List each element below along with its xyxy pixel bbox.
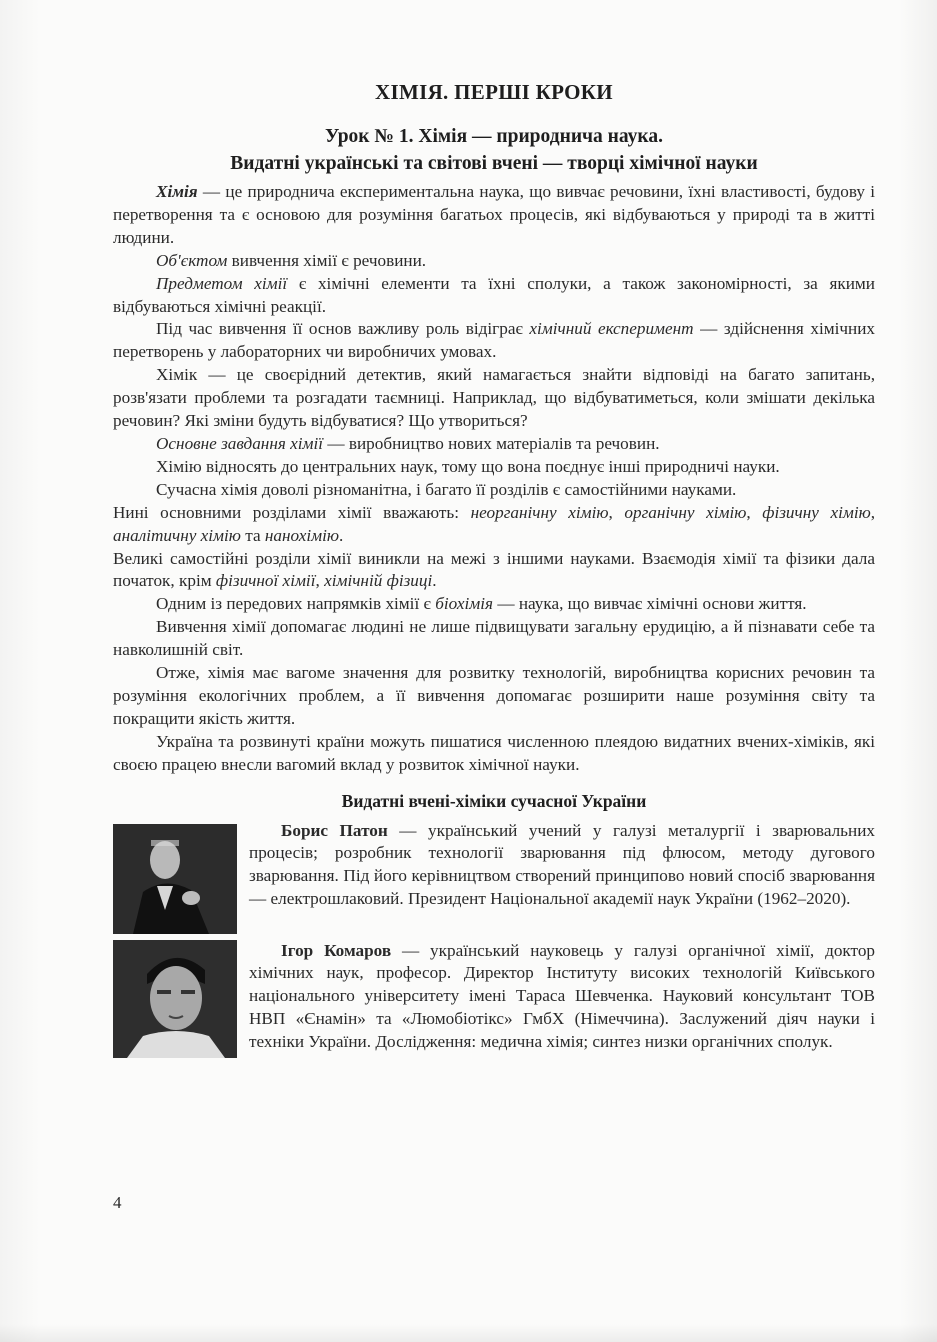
lesson-body xyxy=(113,181,875,777)
bio-text xyxy=(249,940,875,1055)
term-nanochemistry: нанохімію xyxy=(264,525,340,545)
paragraph-interdisciplinary xyxy=(113,548,875,594)
term-chemical-physics: хімічній фізиці xyxy=(324,571,433,591)
portrait-image xyxy=(113,940,237,1058)
paragraph-text: вивчення хімії є речовини. xyxy=(227,250,427,270)
paragraph-definition xyxy=(113,181,875,250)
paragraph-text: Великі самостійні розділи хімії виникли на межі з іншими науками. Взаємодія хімії та фізики дала початок, крім xyxy=(113,548,875,591)
lesson-title-line1: Урок № 1. Хімія — природнича наука. xyxy=(324,126,663,147)
bio-paragraph xyxy=(249,940,875,1055)
bio-description: — український науковець у галузі органічної хімії, доктор хімічних наук, професор. Директор Інституту високих технологій Київського національного університету імені Тараса Шевченка. Науковий консультант ТОВ НВП «Єнамін» та «Люмобіотікс» ГмбХ (Німеччина). Заслужений діяч науки і техніки України. Дослідження: медична хімія; синтез низки органічних сполук. xyxy=(249,940,876,1052)
separator: , xyxy=(746,502,763,522)
lesson-heading xyxy=(113,123,875,177)
term-physical-chemistry: фізичної хімії xyxy=(215,571,316,591)
bio-text xyxy=(249,820,875,912)
portrait-paton xyxy=(113,824,237,934)
term-subject: Предметом хімії xyxy=(156,273,288,293)
paragraph-object xyxy=(113,250,875,273)
bio-paton xyxy=(113,820,875,934)
paragraph-biochemistry xyxy=(113,593,875,616)
portrait-komarov xyxy=(113,940,237,1058)
paragraph-detective: Хімік — це своєрідний детектив, який намагається знайти відповіді на багато запитань, розв'язати проблеми та розгадати таємниці. Наприклад, що відбуватиметься, коли змішати декілька речовин? Які зміни будуть відбуватися? Що утвориться? xyxy=(113,365,875,431)
paragraph-experiment xyxy=(113,318,875,364)
term-analytical: аналітичну хімію xyxy=(113,525,241,545)
paragraph-text: Одним із передових напрямків хімії є xyxy=(156,594,436,614)
lesson-title-line2: Видатні українські та світові вчені — творці хімічної науки xyxy=(230,153,758,174)
separator: , xyxy=(608,502,625,522)
separator: , xyxy=(870,502,876,522)
separator: та xyxy=(240,525,265,545)
paragraph-text: — наука, що вивчає хімічні основи життя. xyxy=(493,594,807,614)
term-main-task: Основне завдання хімії xyxy=(156,433,324,453)
paragraph-text: Під час вивчення її основ важливу роль відіграє xyxy=(156,319,530,339)
paragraph-branches-intro: Сучасна хімія доволі різноманітна, і багато її розділів є самостійними науками. xyxy=(156,479,737,499)
paragraph-text: — виробництво нових матеріалів та речовин. xyxy=(323,433,660,453)
term-organic: органічну хімію xyxy=(624,502,747,522)
page-title: ХІМІЯ. ПЕРШІ КРОКИ xyxy=(375,80,613,104)
term-biochemistry: біохімія xyxy=(435,594,494,614)
paragraph-erudition: Вивчення хімії допомагає людині не лише підвищувати загальну ерудицію, а й пізнавати себе та навколишній світ. xyxy=(113,617,875,660)
paragraph-text: — здійснення хімічних перетворень у лабораторних чи виробничих умовах. xyxy=(113,319,876,362)
paragraph-text: — це природнича експериментальна наука, що вивчає речовини, їхні властивості, будову і перетворення та є основою для розуміння багатьох процесів, які відбуваються у природі та в житті людини. xyxy=(113,182,875,247)
separator: . xyxy=(339,525,344,545)
page-number: 4 xyxy=(113,1193,122,1212)
section-title: Видатні вчені-хіміки сучасної України xyxy=(341,790,647,811)
scientist-name: Ігор Комаров xyxy=(281,940,392,960)
term-object: Об'єктом xyxy=(156,250,228,270)
term-inorganic: неорганічну хімію xyxy=(470,502,609,522)
paragraph-text: Нині основними розділами хімії вважають: xyxy=(113,502,471,522)
term-experiment: хімічний експеримент xyxy=(529,319,694,339)
bio-komarov xyxy=(113,940,875,1058)
paragraph-subject xyxy=(113,273,875,319)
paragraph-text: є хімічні елементи та їхні сполуки, а також закономірності, за якими відбуваються хімічні реакції. xyxy=(113,273,875,316)
paragraph-main-task xyxy=(113,433,875,456)
paragraph-scientists: Україна та розвинуті країни можуть пишатися численною плеядою видатних вчених-хіміків, які своєю працею внесли вагомий вклад у розвиток хімічної науки. xyxy=(113,731,875,774)
portrait-image xyxy=(113,824,237,934)
separator: , xyxy=(315,571,325,591)
bio-description: — український учений у галузі металургії і зварювальних процесів; розробник технології зварювання під флюсом, методу дугового зварювання. Під його керівництвом створений принципово новий спосіб зварювання — електрошлаковий. Президент Національної академії наук України (1962–2020). xyxy=(249,820,875,909)
paragraph-conclusion: Отже, хімія має вагоме значення для розвитку технологій, виробництва корисних речовин та розуміння екологічних проблем, а її вивчення допомагає розширити наше розуміння світу та покращити якість життя. xyxy=(113,663,875,728)
scientist-name: Борис Патон xyxy=(281,820,388,840)
separator: . xyxy=(432,571,437,591)
paragraph-branches xyxy=(113,502,875,548)
bio-paragraph xyxy=(249,820,875,912)
term-chemistry: Хімія xyxy=(156,182,198,201)
term-physical: фізичну хімію xyxy=(762,502,871,522)
paragraph-central-science: Хімію відносять до центральних наук, тому що вона поєднує інші природничі науки. xyxy=(156,456,780,476)
